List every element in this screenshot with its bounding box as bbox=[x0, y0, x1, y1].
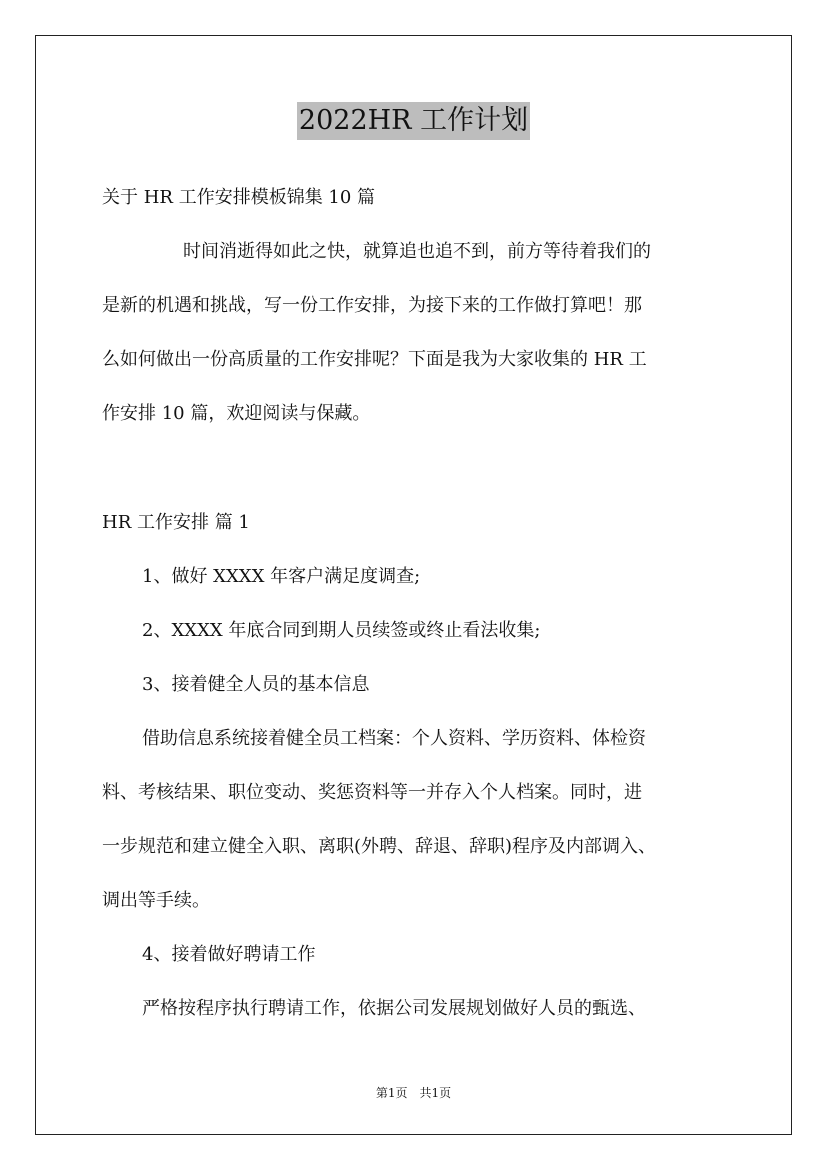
list-item: 2、XXXX 年底合同到期人员续签或终止看法收集; bbox=[142, 620, 541, 641]
intro-line: 时间消逝得如此之快，就算追也追不到，前方等待着我们的 bbox=[183, 241, 651, 262]
body-line: 借助信息系统接着健全员工档案：个人资料、学历资料、体检资 bbox=[142, 728, 646, 749]
section-heading: HR 工作安排 篇 1 bbox=[102, 512, 250, 533]
body-line: 料、考核结果、职位变动、奖惩资料等一并存入个人档案。同时，进 bbox=[102, 782, 642, 803]
body-line: 一步规范和建立健全入职、离职(外聘、辞退、辞职)程序及内部调入、 bbox=[102, 836, 657, 857]
body-line: 调出等手续。 bbox=[102, 890, 210, 911]
page-footer: 第1页 共1页 bbox=[375, 1086, 452, 1100]
title-wrap bbox=[0, 102, 827, 140]
document-subtitle: 关于 HR 工作安排模板锦集 10 篇 bbox=[102, 187, 376, 208]
intro-line: 么如何做出一份高质量的工作安排呢？下面是我为大家收集的 HR 工 bbox=[102, 349, 647, 370]
document-title: 2022HR 工作计划 bbox=[297, 102, 530, 140]
intro-line: 作安排 10 篇，欢迎阅读与保藏。 bbox=[102, 403, 371, 424]
list-item: 4、接着做好聘请工作 bbox=[142, 944, 316, 965]
intro-line: 是新的机遇和挑战，写一份工作安排，为接下来的工作做打算吧！那 bbox=[102, 295, 642, 316]
body-line: 严格按程序执行聘请工作，依据公司发展规划做好人员的甄选、 bbox=[142, 998, 646, 1019]
list-item: 3、接着健全人员的基本信息 bbox=[142, 674, 370, 695]
list-item: 1、做好 XXXX 年客户满足度调查; bbox=[142, 566, 421, 587]
